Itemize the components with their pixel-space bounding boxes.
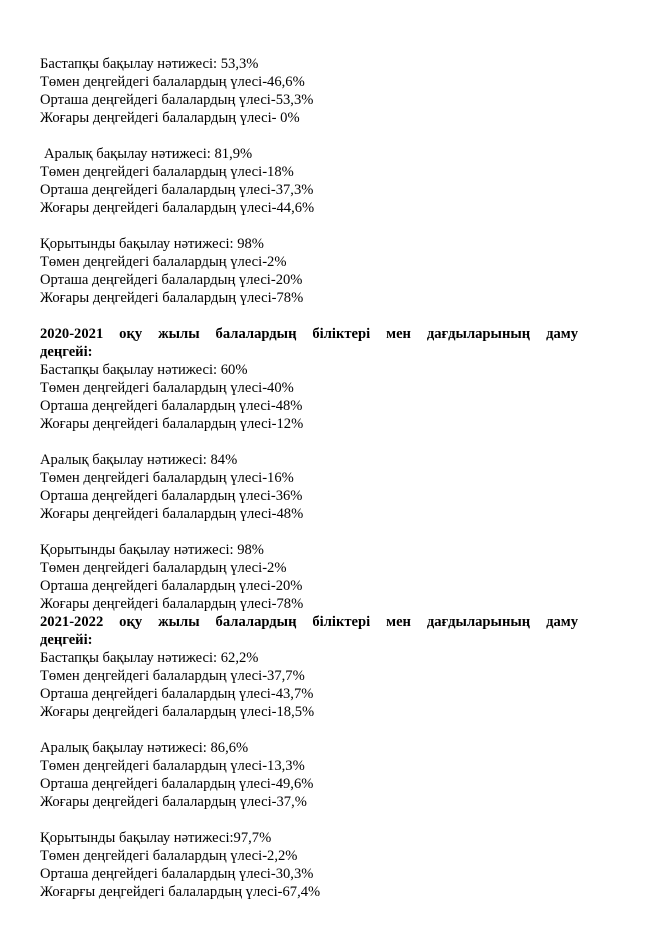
low-level-share: Төмен деңгейдегі балалардың үлесі-16% [40, 470, 294, 486]
high-level-share: Жоғары деңгейдегі балалардың үлесі-44,6% [40, 200, 315, 216]
initial-control-section-2019 [40, 55, 578, 127]
low-level-share: Төмен деңгейдегі балалардың үлесі-2,2% [40, 848, 298, 864]
heading-line-2: деңгейі: [40, 344, 93, 360]
high-level-share: Жоғарғы деңгейдегі балалардың үлесі-67,4% [40, 884, 321, 900]
spacer [40, 217, 578, 235]
intermediate-control-result: Аралық бақылау нәтижесі: 84% [40, 452, 238, 468]
mid-level-share: Орташа деңгейдегі балалардың үлесі-37,3% [40, 182, 314, 198]
mid-level-share: Орташа деңгейдегі балалардың үлесі-20% [40, 272, 303, 288]
final-control-result: Қорытынды бақылау нәтижесі: 98% [40, 542, 264, 558]
mid-level-share: Орташа деңгейдегі балалардың үлесі-36% [40, 488, 303, 504]
high-level-share: Жоғары деңгейдегі балалардың үлесі-37,% [40, 794, 307, 810]
final-control-section-2021 [40, 829, 578, 901]
section-heading-2020-2021 [40, 325, 578, 361]
high-level-share: Жоғары деңгейдегі балалардың үлесі-12% [40, 416, 304, 432]
mid-level-share: Орташа деңгейдегі балалардың үлесі-49,6% [40, 776, 314, 792]
heading-line-1: 2020-2021 оқу жылы балалардың біліктері мен дағдыларының даму [40, 326, 578, 342]
spacer [40, 721, 578, 739]
high-level-share: Жоғары деңгейдегі балалардың үлесі-48% [40, 506, 304, 522]
low-level-share: Төмен деңгейдегі балалардың үлесі-2% [40, 560, 287, 576]
low-level-share: Төмен деңгейдегі балалардың үлесі-2% [40, 254, 287, 270]
section-heading-2021-2022 [40, 613, 578, 649]
high-level-share: Жоғары деңгейдегі балалардың үлесі-18,5% [40, 704, 315, 720]
intermediate-control-result: Аралық бақылау нәтижесі: 81,9% [44, 146, 253, 162]
intermediate-control-section-2020 [40, 451, 578, 523]
high-level-share: Жоғары деңгейдегі балалардың үлесі-78% [40, 596, 304, 612]
high-level-share: Жоғары деңгейдегі балалардың үлесі- 0% [40, 110, 300, 126]
low-level-share: Төмен деңгейдегі балалардың үлесі-18% [40, 164, 294, 180]
initial-control-section-2020 [40, 361, 578, 433]
initial-control-result: Бастапқы бақылау нәтижесі: 60% [40, 362, 248, 378]
document-body [40, 55, 578, 901]
spacer [40, 433, 578, 451]
intermediate-control-result: Аралық бақылау нәтижесі: 86,6% [40, 740, 249, 756]
high-level-share: Жоғары деңгейдегі балалардың үлесі-78% [40, 290, 304, 306]
final-control-result: Қорытынды бақылау нәтижесі:97,7% [40, 830, 272, 846]
intermediate-control-section-2019 [40, 145, 578, 217]
mid-level-share: Орташа деңгейдегі балалардың үлесі-53,3% [40, 92, 314, 108]
low-level-share: Төмен деңгейдегі балалардың үлесі-37,7% [40, 668, 305, 684]
initial-control-result: Бастапқы бақылау нәтижесі: 62,2% [40, 650, 259, 666]
heading-line-2: деңгейі: [40, 632, 93, 648]
final-control-section-2019 [40, 235, 578, 307]
heading-line-1: 2021-2022 оқу жылы балалардың біліктері мен дағдыларының даму [40, 614, 578, 630]
low-level-share: Төмен деңгейдегі балалардың үлесі-13,3% [40, 758, 305, 774]
low-level-share: Төмен деңгейдегі балалардың үлесі-46,6% [40, 74, 305, 90]
initial-control-section-2021 [40, 649, 578, 721]
spacer [40, 307, 578, 325]
final-control-result: Қорытынды бақылау нәтижесі: 98% [40, 236, 264, 252]
final-control-section-2020 [40, 541, 578, 613]
mid-level-share: Орташа деңгейдегі балалардың үлесі-43,7% [40, 686, 314, 702]
initial-control-result: Бастапқы бақылау нәтижесі: 53,3% [40, 56, 259, 72]
spacer [40, 523, 578, 541]
mid-level-share: Орташа деңгейдегі балалардың үлесі-48% [40, 398, 303, 414]
mid-level-share: Орташа деңгейдегі балалардың үлесі-20% [40, 578, 303, 594]
intermediate-control-section-2021 [40, 739, 578, 811]
spacer [40, 811, 578, 829]
low-level-share: Төмен деңгейдегі балалардың үлесі-40% [40, 380, 294, 396]
spacer [40, 127, 578, 145]
mid-level-share: Орташа деңгейдегі балалардың үлесі-30,3% [40, 866, 314, 882]
